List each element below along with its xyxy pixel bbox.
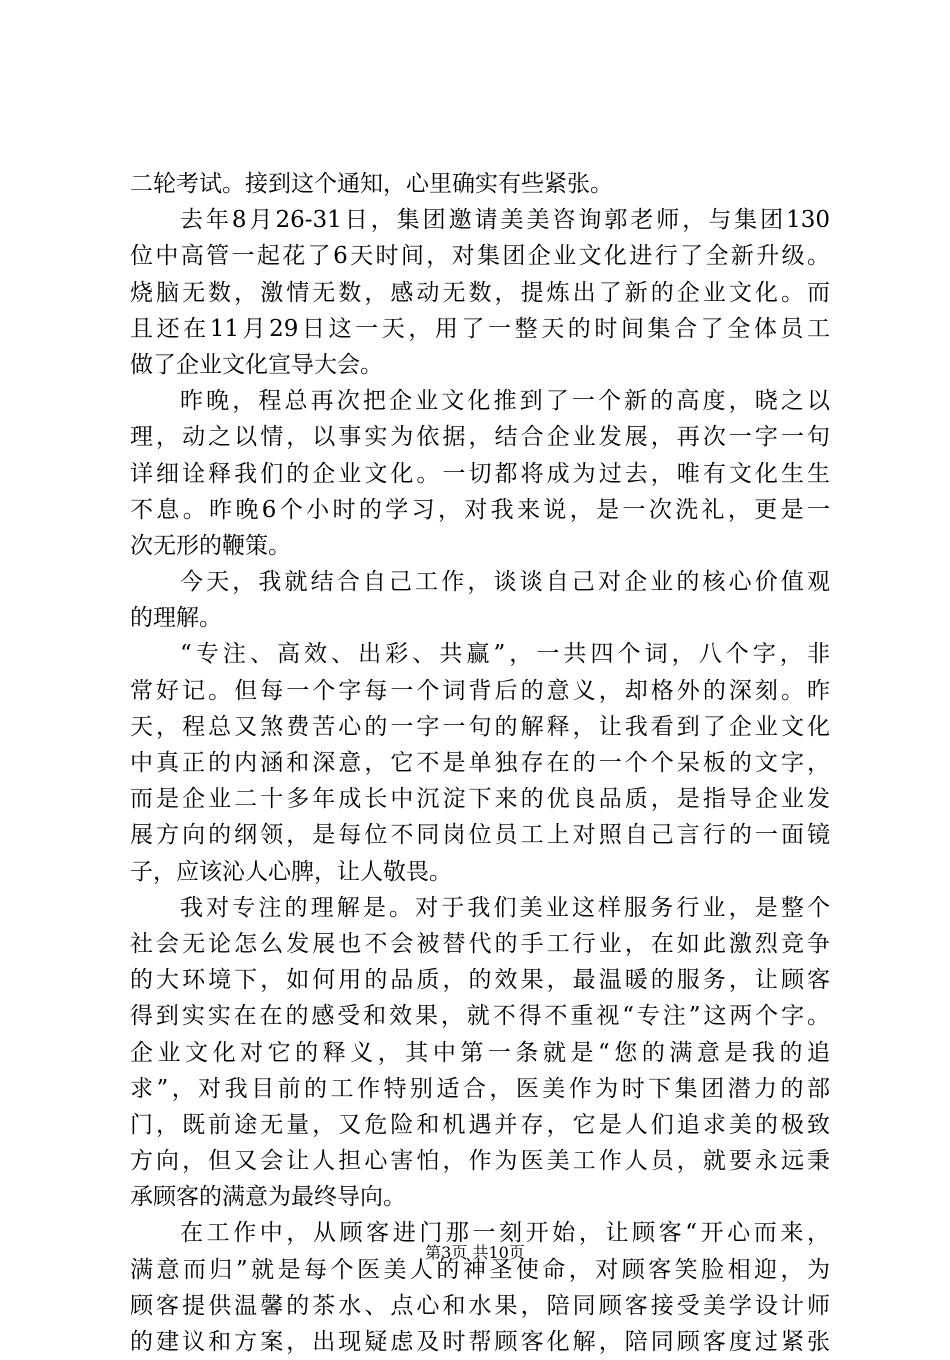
text-line: 次无形的鞭策。 <box>130 532 291 559</box>
text-line: 不息。昨晚6个小时的学习，对我来说，是一次洗礼，更是一 <box>130 496 830 523</box>
text-line: 今天，我就结合自己工作，谈谈自己对企业的核心价值观 <box>180 569 830 596</box>
text-line: “专注、高效、出彩、共赢”，一共四个词，八个字，非 <box>180 641 830 668</box>
text-line: 门，既前途无量，又危险和机遇并存，它是人们追求美的极致 <box>130 1111 830 1138</box>
text-line: 常好记。但每一个字每一个词背后的意义，却格外的深刻。昨 <box>130 677 830 704</box>
text-line: 烧脑无数，激情无数，感动无数，提炼出了新的企业文化。而 <box>130 279 830 306</box>
text-line: 满意而归”就是每个医美人的神圣使命，对顾客笑脸相迎，为 <box>130 1256 830 1283</box>
page-footer: 第3页 共10页 <box>425 1243 525 1262</box>
text-line: 我对专注的理解是。对于我们美业这样服务行业，是整个 <box>180 894 830 921</box>
text-line: 方向，但又会让人担心害怕，作为医美工作人员，就要永远秉 <box>130 1148 830 1175</box>
text-line: 昨晚，程总再次把企业文化推到了一个新的高度，晓之以 <box>180 388 830 415</box>
text-line: 在工作中，从顾客进门那一刻开始，让顾客“开心而来， <box>180 1220 830 1247</box>
text-line: 求”，对我目前的工作特别适合，医美作为时下集团潜力的部 <box>130 1075 830 1102</box>
text-line: 而是企业二十多年成长中沉淀下来的优良品质，是指导企业发 <box>130 786 830 813</box>
text-line: 详细诠释我们的企业文化。一切都将成为过去，唯有文化生生 <box>130 460 830 487</box>
text-line: 子，应该沁人心脾，让人敬畏。 <box>130 858 452 885</box>
text-line: 中真正的内涵和深意，它不是单独存在的一个个呆板的文字， <box>130 750 830 776</box>
text-line: 的建议和方案，出现疑虑及时帮顾客化解，陪同顾客度过紧张 <box>130 1329 830 1355</box>
text-line: 且还在11月29日这一天，用了一整天的时间集合了全体员工 <box>130 315 830 342</box>
document-body <box>130 166 830 1360</box>
text-line: 承顾客的满意为最终导向。 <box>130 1184 406 1211</box>
text-line: 做了企业文化宣导大会。 <box>130 351 383 378</box>
text-line: 展方向的纲领，是每位不同岗位员工上对照自己言行的一面镜 <box>130 822 830 849</box>
text-line: 企业文化对它的释义，其中第一条就是“您的满意是我的追 <box>130 1039 830 1066</box>
text-line: 位中高管一起花了6天时间，对集团企业文化进行了全新升级。 <box>130 243 830 270</box>
text-line: 得到实实在在的感受和效果，就不得不重视“专注”这两个字。 <box>130 1003 830 1030</box>
text-line: 社会无论怎么发展也不会被替代的手工行业，在如此激烈竞争 <box>130 930 830 957</box>
text-line: 理，动之以情，以事实为依据，结合企业发展，再次一字一句 <box>130 424 830 451</box>
text-line: 二轮考试。接到这个通知，心里确实有些紧张。 <box>130 171 613 197</box>
text-line: 顾客提供温馨的茶水、点心和水果，陪同顾客接受美学设计师 <box>130 1292 830 1319</box>
text-line: 天，程总又煞费苦心的一字一句的解释，让我看到了企业文化 <box>130 713 830 740</box>
text-line: 的理解。 <box>130 605 222 632</box>
text-line: 去年8月26-31日，集团邀请美美咨询郭老师，与集团130 <box>180 207 830 234</box>
text-line: 的大环境下，如何用的品质，的效果，最温暖的服务，让顾客 <box>130 967 830 994</box>
